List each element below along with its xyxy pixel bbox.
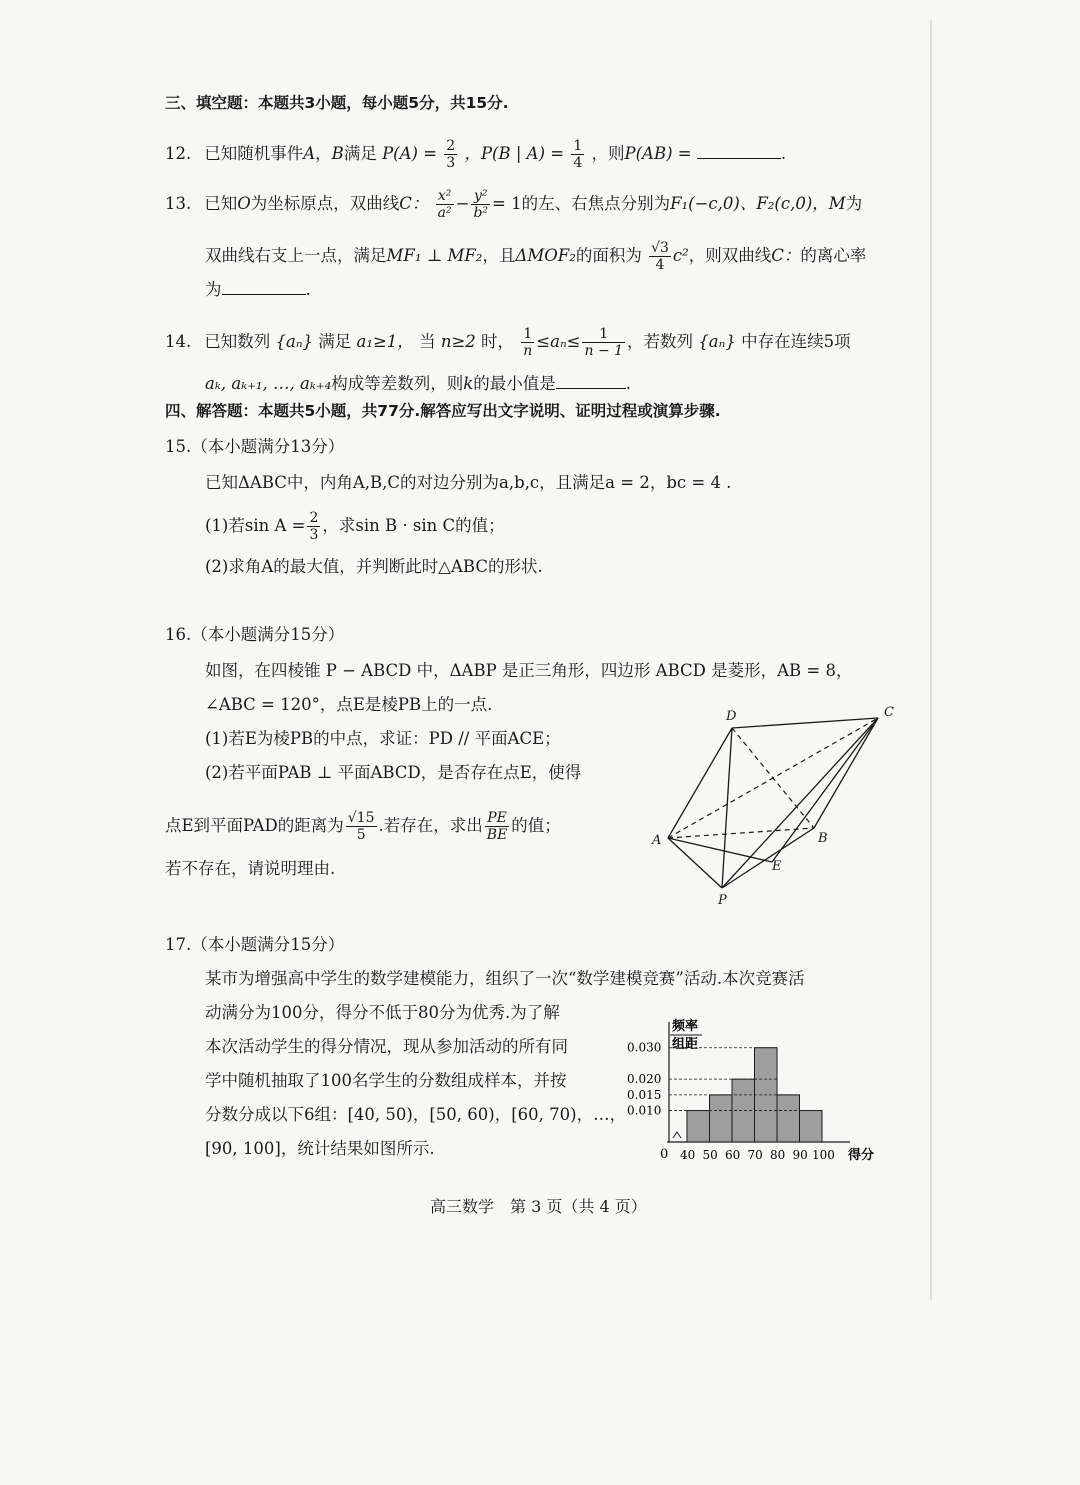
pyramid-figure xyxy=(640,700,910,910)
y-tick-label: 0.030 xyxy=(627,1040,662,1055)
fraction: $\frac{√3}{4}$ xyxy=(651,240,669,273)
edge-DB xyxy=(732,728,814,828)
question-17-line-5: 分数分成以下6组：[40, 50)，[50, 60)，[60, 70)，…， xyxy=(205,1105,627,1124)
question-16-part-2: (2)若平面PAB ⊥ 平面ABCD，是否存在点E，使得 xyxy=(205,763,582,782)
question-16-part-2-end: 若不存在，请说明理由. xyxy=(165,859,336,878)
bar-0 xyxy=(687,1111,710,1142)
ylabel-top: 频率 xyxy=(672,1019,699,1034)
question-17-heading: 17.（本小题满分15分） xyxy=(165,935,345,954)
question-14-line-2: aₖ, aₖ₊₁, …, aₖ₊₄构成等差数列，则k的最小值是 . xyxy=(205,374,631,393)
fraction: $\frac{1}{n - 1}$ xyxy=(584,326,624,359)
answer-blank[interactable] xyxy=(697,142,781,159)
fraction: $\frac{\text{y²}}{\text{b²}}$ xyxy=(473,188,489,221)
xlabel: 得分 xyxy=(848,1148,875,1163)
fraction: $\frac{√15}{5}$ xyxy=(347,810,375,843)
question-16-stem-1: 如图，在四棱锥 P − ABCD 中，ΔABP 是正三角形，四边形 ABCD 是菱形，AB = 8， xyxy=(205,661,853,680)
label-E: E xyxy=(772,859,782,874)
y-tick-label: 0.020 xyxy=(627,1072,662,1087)
x-tick-label: 40 xyxy=(680,1148,696,1162)
fraction: $\frac{1}{n}$ xyxy=(523,326,533,359)
question-15-heading: 15.（本小题满分13分） xyxy=(165,437,345,456)
question-number: 14. xyxy=(165,332,192,351)
histogram-chart xyxy=(620,1010,890,1170)
question-13-line-3: 为 . xyxy=(205,280,311,299)
label-A: A xyxy=(652,833,662,848)
question-17-line-2: 动满分为100分，得分不低于80分为优秀.为了解 xyxy=(205,1003,560,1022)
answer-blank[interactable] xyxy=(222,278,306,295)
x-tick-label: 60 xyxy=(725,1148,741,1162)
x-tick-label: 90 xyxy=(792,1148,808,1162)
question-16-part-2-cont: 点E到平面PAD的距离为 $\frac{√15}{5}$ .若存在，求出 $\frac{PE}{BE}$ 的值； xyxy=(165,810,561,843)
edge-DA xyxy=(668,728,732,838)
edge-DC xyxy=(732,718,878,728)
answer-blank[interactable] xyxy=(556,372,626,389)
page-footer: 高三数学 第 3 页（共 4 页） xyxy=(430,1197,647,1216)
question-13: 13. 已知O为坐标原点，双曲线C： $\frac{\text{x²}}{\text{a²}}$ − $\frac{\text{y²}}{\text{b²}}$ = 1的左、右焦点分别为F₁(−c,0)、F₂(c,0)，M为 xyxy=(165,188,863,221)
axis-break xyxy=(673,1132,681,1138)
question-13-line-2: 双曲线右支上一点，满足MF₁ ⊥ MF₂，且ΔMOF₂的面积为 $\frac{√3}{4}$ c²，则双曲线C：的离心率 xyxy=(205,240,867,273)
fraction: $\frac{2}{3}$ xyxy=(446,138,456,171)
label-P: P xyxy=(718,893,727,908)
question-number: 13. xyxy=(165,194,192,213)
bar-4 xyxy=(777,1095,800,1142)
x-tick-label: 50 xyxy=(702,1148,718,1162)
question-15-stem: 已知ΔABC中，内角A,B,C的对边分别为a,b,c，且满足a = 2，bc = 4 . xyxy=(205,473,732,492)
x-tick-label: 80 xyxy=(770,1148,786,1162)
section-4-heading: 四、解答题：本题共5小题，共77分.解答应写出文字说明、证明过程或演算步骤. xyxy=(165,402,721,420)
y-tick-label: 0.010 xyxy=(627,1103,662,1118)
y-tick-label: 0.015 xyxy=(627,1087,662,1102)
question-12: 12. 已知随机事件A，B满足 P(A) = $\frac{2}{3}$ ，P(B | A) = $\frac{1}{4}$ ，则P(AB) = . xyxy=(165,138,787,171)
origin-label: 0 xyxy=(660,1147,669,1162)
question-16-heading: 16.（本小题满分15分） xyxy=(165,625,345,644)
edge-AB xyxy=(668,828,814,838)
ylabel-bottom: 组距 xyxy=(672,1037,699,1052)
question-number: 12. xyxy=(165,144,192,163)
fraction: $\frac{\text{x²}}{\text{a²}}$ xyxy=(437,188,452,221)
question-15-part-2: (2)求角A的最大值，并判断此时△ABC的形状. xyxy=(205,557,543,576)
question-17-line-6: [90, 100]，统计结果如图所示. xyxy=(205,1139,435,1158)
x-tick-label: 70 xyxy=(747,1148,763,1162)
label-D: D xyxy=(726,709,737,724)
question-16-stem-2: ∠ABC = 120°，点E是棱PB上的一点. xyxy=(205,695,493,714)
label-C: C xyxy=(884,705,894,720)
bar-1 xyxy=(710,1095,733,1142)
question-14: 14. 已知数列 {aₙ} 满足 a₁≥1， 当 n≥2 时， $\frac{1}{n}$ ≤aₙ≤ $\frac{1}{n - 1}$ ，若数列 {aₙ} 中存在连续5项 xyxy=(165,326,851,359)
bar-5 xyxy=(800,1111,823,1142)
edge-AP xyxy=(668,838,722,888)
fraction: $\frac{1}{4}$ xyxy=(573,138,583,171)
question-15-part-1: (1)若sin A = $\frac{2}{3}$ ，求sin B · sin C的值； xyxy=(205,510,505,543)
x-tick-label: 100 xyxy=(812,1148,835,1162)
fraction: $\frac{2}{3}$ xyxy=(309,510,319,543)
edge-DP xyxy=(722,728,732,888)
label-B: B xyxy=(818,831,828,846)
page-edge xyxy=(930,20,932,1300)
edge-CB xyxy=(814,718,878,828)
question-16-part-1: (1)若E为棱PB的中点，求证：PD // 平面ACE； xyxy=(205,729,561,748)
question-17-line-4: 学中随机抽取了100名学生的分数组成样本，并按 xyxy=(205,1071,567,1090)
question-17-line-3: 本次活动学生的得分情况，现从参加活动的所有同 xyxy=(205,1037,568,1056)
fraction: $\frac{PE}{BE}$ xyxy=(486,810,508,843)
question-17-line-1: 某市为增强高中学生的数学建模能力，组织了一次“数学建模竞赛”活动.本次竞赛活 xyxy=(205,969,805,988)
section-3-heading: 三、填空题：本题共3小题，每小题5分，共15分. xyxy=(165,94,509,112)
